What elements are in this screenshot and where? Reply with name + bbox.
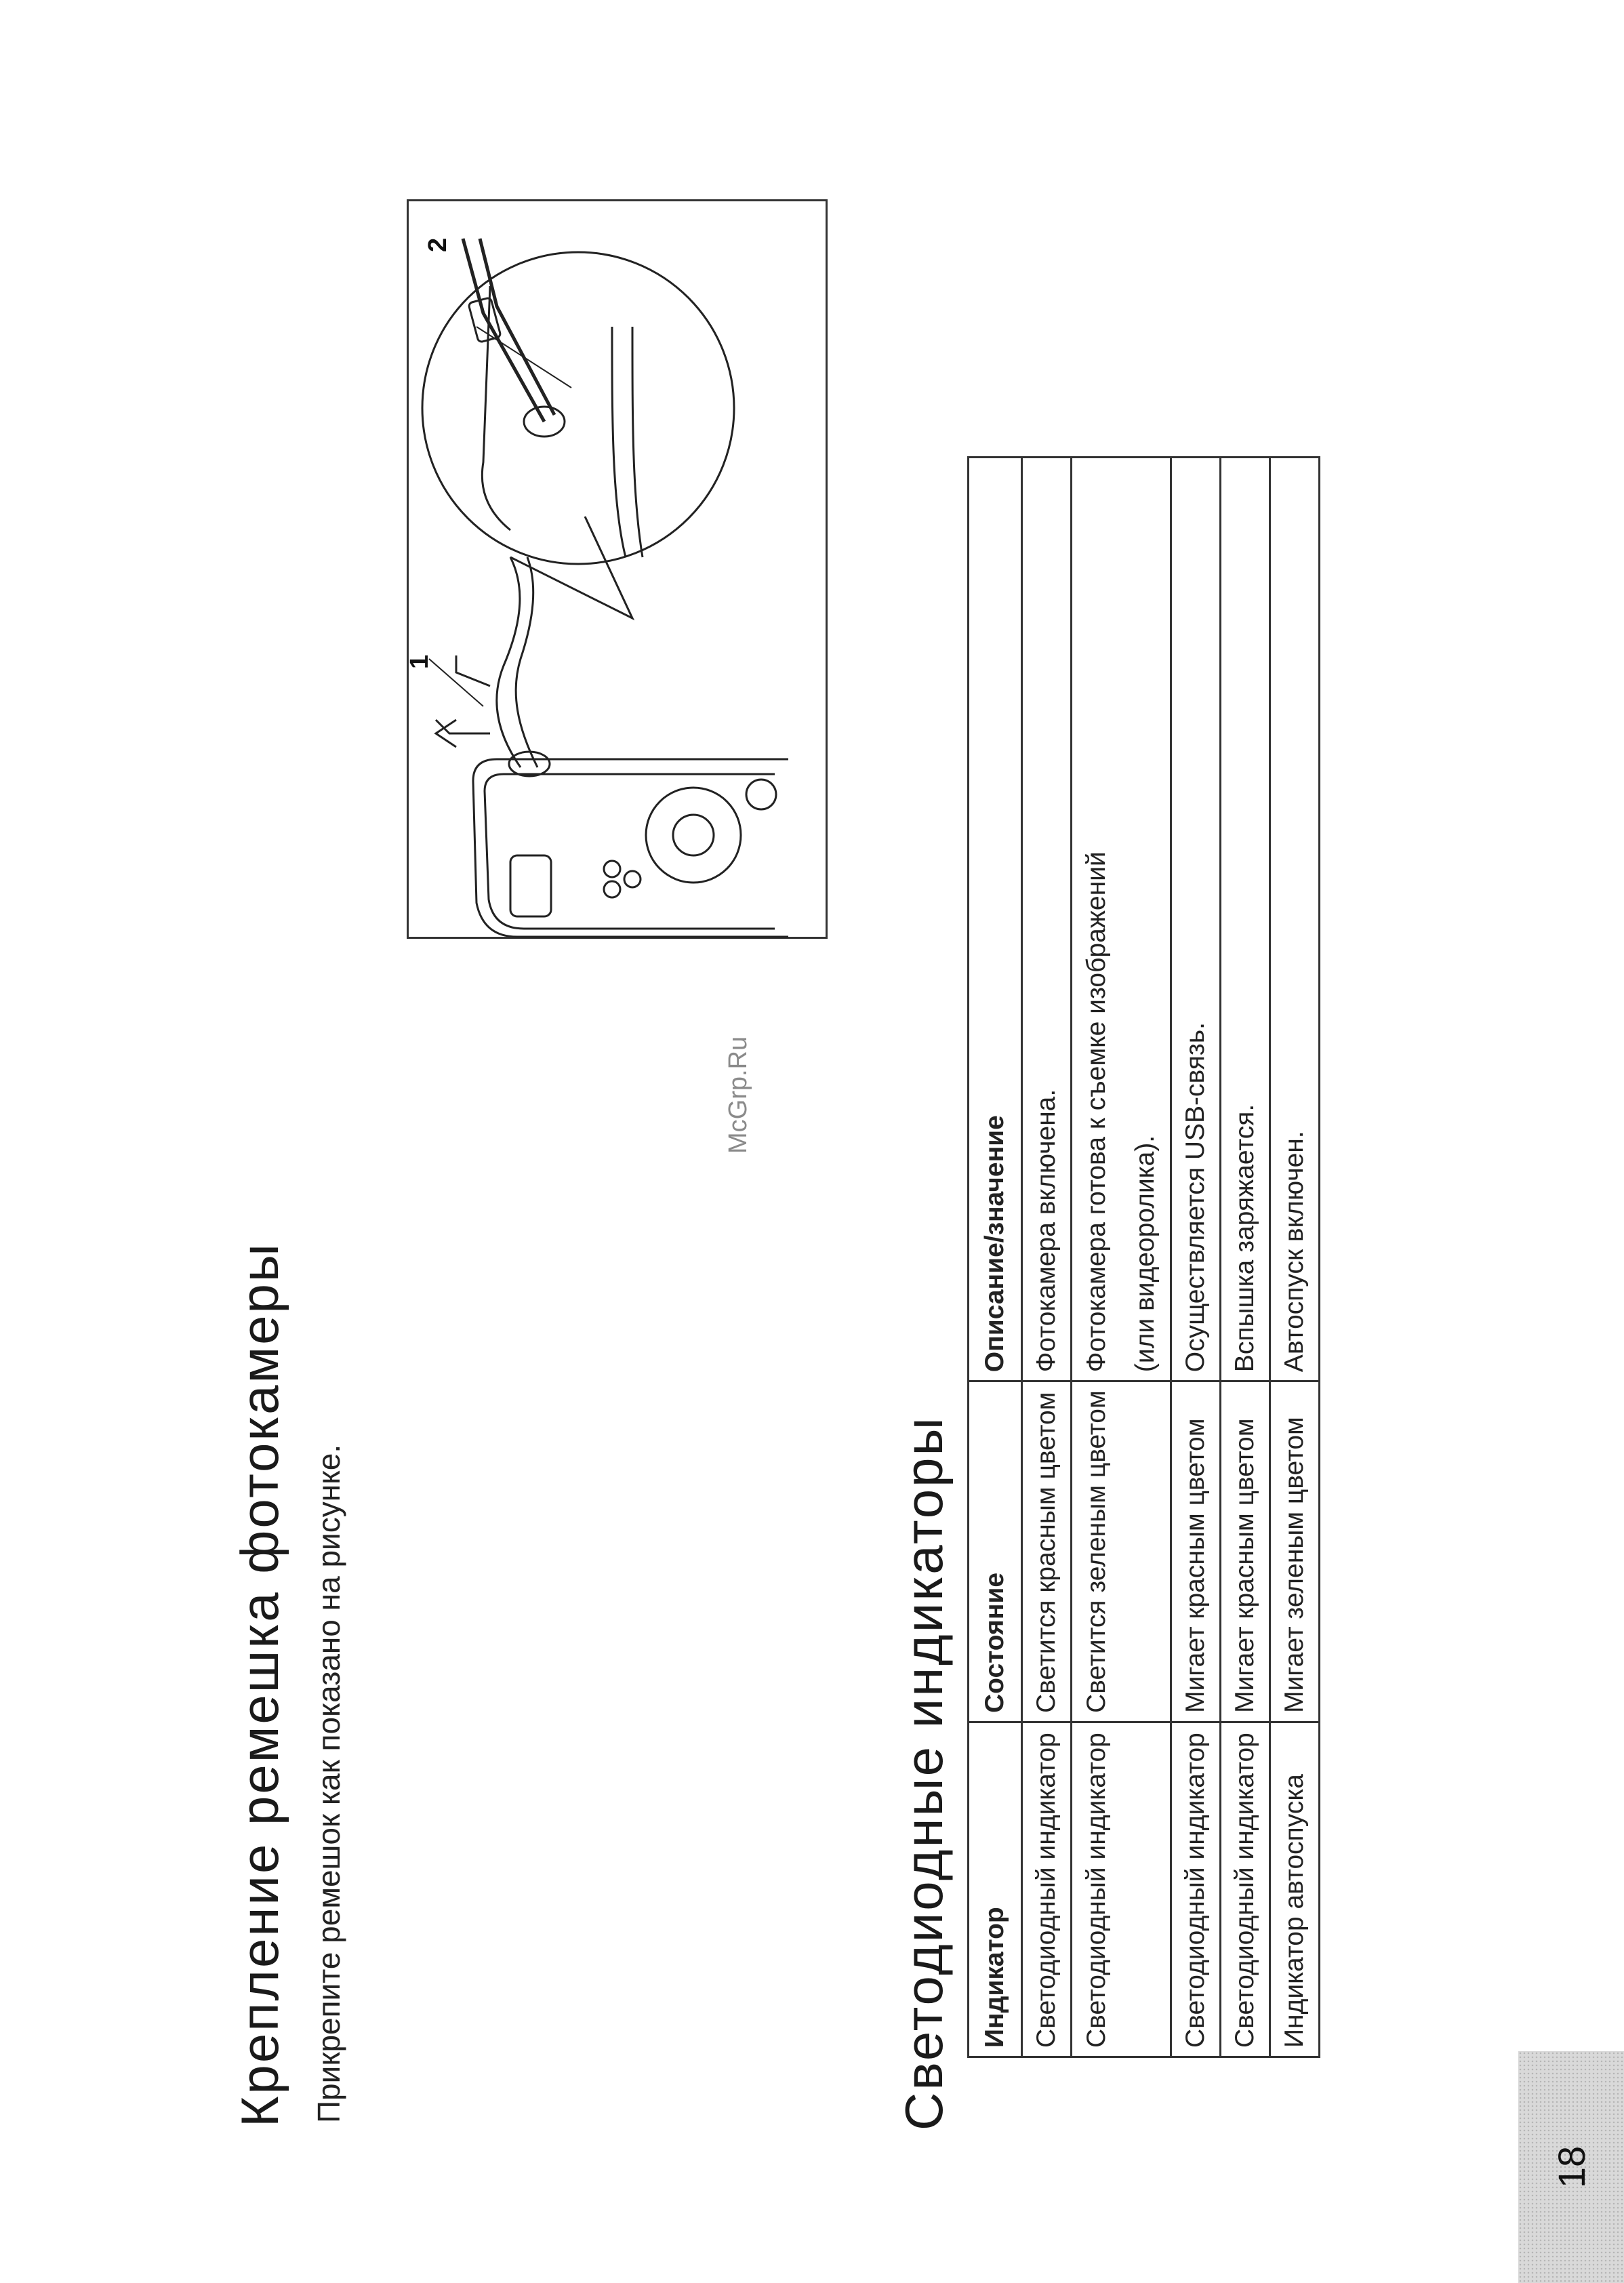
- cell-state: Светится зеленым цветом: [1072, 1381, 1171, 1722]
- cell-indicator: Индикатор автоспуска: [1270, 1722, 1320, 2057]
- callout-label-1: 1: [405, 654, 434, 669]
- cell-indicator: Светодиодный индикатор: [1072, 1722, 1171, 2057]
- page-number: 18: [1549, 2145, 1593, 2189]
- header-indicator: Индикатор: [969, 1722, 1022, 2057]
- table-row: [1221, 458, 1270, 2057]
- header-state: Состояние: [969, 1381, 1022, 1722]
- cell-description: Фотокамера включена.: [1022, 458, 1072, 1381]
- led-section-title: Светодиодные индикаторы: [894, 1415, 954, 2130]
- cell-description: Осуществляется USB-связь.: [1171, 458, 1221, 1381]
- camera-strap-drawing: [405, 201, 826, 937]
- table-row: [1072, 458, 1171, 2057]
- header-description: Описание/значение: [969, 458, 1022, 1381]
- watermark: McGrp.Ru: [724, 1036, 752, 1154]
- cell-state: Мигает красным цветом: [1221, 1381, 1270, 1722]
- cell-indicator: Светодиодный индикатор: [1221, 1722, 1270, 2057]
- strap-section-body: Прикрепите ремешок как показано на рисунке.: [311, 1444, 346, 2123]
- callout-label-2: 2: [424, 237, 452, 252]
- cell-indicator: Светодиодный индикатор: [1022, 1722, 1072, 2057]
- cell-description: Вспышка заряжается.: [1221, 458, 1270, 1381]
- cell-state: Светится красным цветом: [1022, 1381, 1072, 1722]
- strap-loop: [497, 557, 521, 767]
- camera-body-outline: [473, 759, 788, 937]
- led-indicator-table: [967, 456, 1320, 2058]
- cell-description-line: Фотокамера готова к съемке изображений: [1082, 851, 1111, 1373]
- table-row: [1022, 458, 1072, 2057]
- camera-control-ring: [646, 788, 741, 883]
- cell-description: [1072, 458, 1171, 1381]
- page-number-tab: [1518, 2051, 1624, 2283]
- table-header-row: [969, 458, 1022, 2057]
- camera-mode-dial: [510, 855, 551, 916]
- magnified-detail-circle: [422, 252, 734, 564]
- cell-indicator: Светодиодный индикатор: [1171, 1722, 1221, 2057]
- cell-state: Мигает красным цветом: [1171, 1381, 1221, 1722]
- cell-description-line: (или видеоролика).: [1131, 1135, 1160, 1373]
- cell-state: Мигает зеленым цветом: [1270, 1381, 1320, 1722]
- table-row: [1171, 458, 1221, 2057]
- table-row: [1270, 458, 1320, 2057]
- strap-illustration: [407, 199, 828, 939]
- strap-section-title: Крепление ремешка фотокамеры: [230, 1242, 289, 2127]
- cell-description: Автоспуск включен.: [1270, 458, 1320, 1381]
